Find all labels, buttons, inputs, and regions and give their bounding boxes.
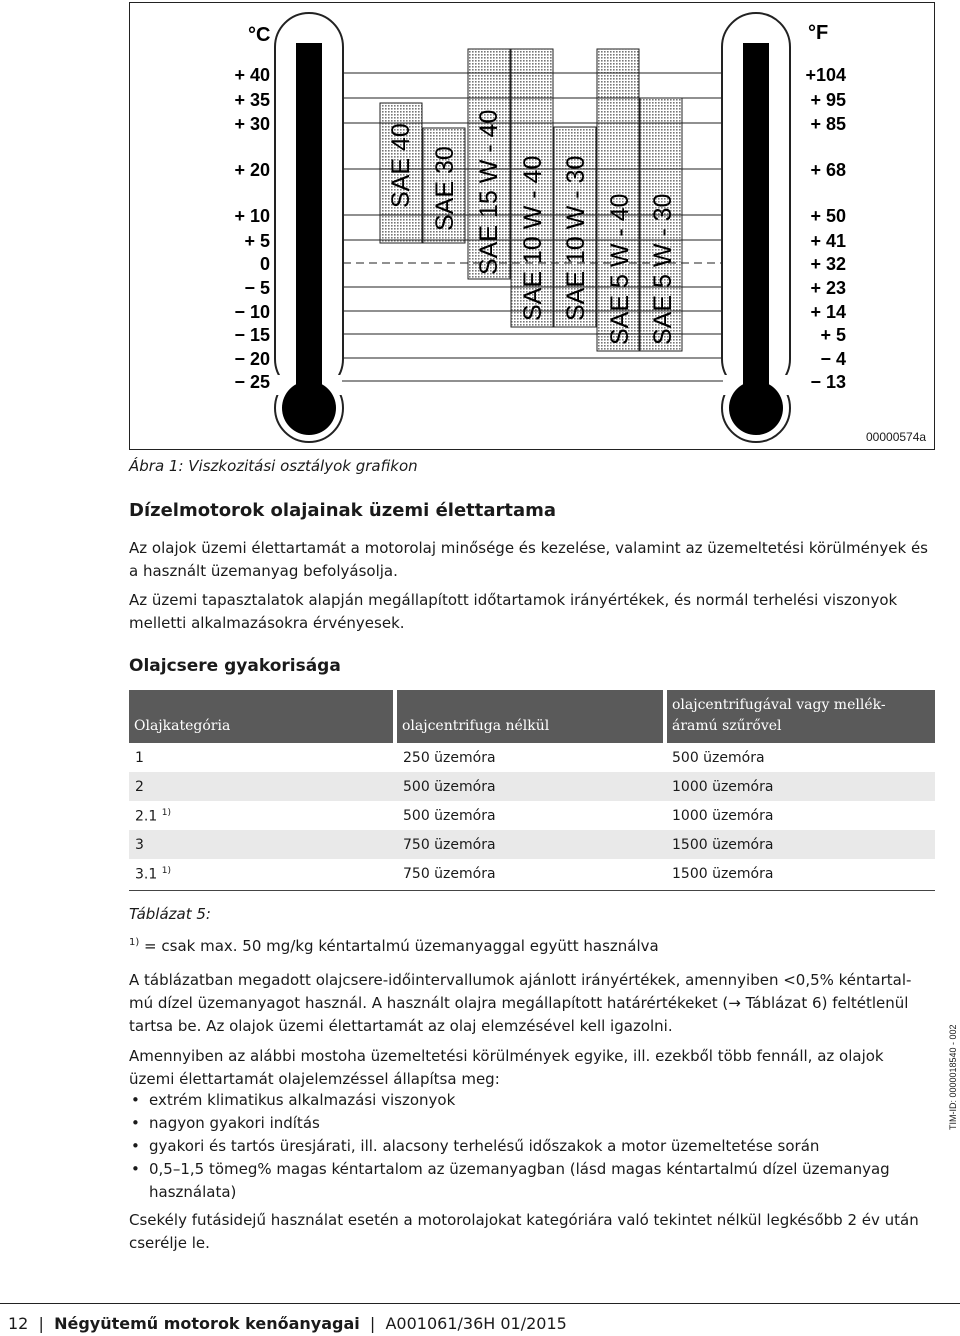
- fahrenheit-ticks: [805, 65, 846, 392]
- paragraph-2: Az üzemi tapasztalatok alapján megállapított időtartamok irányértékek, és normál terhelési viszonyok melletti alkalmazásokra érvényesek.: [129, 591, 898, 632]
- table-row: 2 500 üzemóra 1000 üzemóra: [129, 772, 935, 801]
- grade-label-sae-5w30: SAE 5 W - 30: [649, 193, 677, 345]
- page-number: 12: [8, 1314, 29, 1333]
- table-row: 3 750 üzemóra 1500 üzemóra: [129, 830, 935, 859]
- figure-id: 00000574a: [866, 430, 927, 444]
- footer-doc-id: A001061/36H 01/2015: [385, 1314, 567, 1333]
- list-item: • 0,5–1,5 tömeg% magas kéntartalom az üzemanyagban (lásd magas kéntartalmú dízel üzemanyag használata): [129, 1158, 919, 1204]
- celsius-tick: − 5: [244, 278, 270, 298]
- paragraph-3: A táblázatban megadott olajcsere-időintervallumok ajánlott irányértékek, amennyiben <0,5% kéntartal- mú dízel üzemanyagot használ. A használt olajra megállapított határértékeket (→ Táblázat 6) feltétlenül tartsa be. Az olajok üzemi élettartamát az olaj elemzésével kell igazolni.: [129, 971, 912, 1035]
- sidebar-tim-id: TIM-ID: 0000018540 - 002: [948, 1024, 958, 1130]
- table-caption: Táblázat 5:: [129, 905, 211, 923]
- celsius-tick: − 15: [234, 325, 270, 345]
- celsius-tick: 0: [259, 254, 270, 274]
- grade-label-sae-40: SAE 40: [387, 123, 415, 208]
- celsius-tick: + 10: [234, 206, 270, 226]
- list-item: • nagyon gyakori indítás: [129, 1112, 919, 1135]
- list-item: • gyakori és tartós üresjárati, ill. alacsony terhelésű időszakok a motor üzemeltetése során: [129, 1135, 919, 1158]
- grade-label-sae-10w30: SAE 10 W - 30: [562, 155, 590, 321]
- figure-caption: Ábra 1: Viszkozitási osztályok grafikon: [129, 457, 418, 475]
- celsius-tick: − 10: [234, 302, 270, 322]
- table-header-cell: olajcentrifuga nélkül: [397, 690, 663, 743]
- table-header-cell: Olajkategória: [129, 690, 393, 743]
- table-footnote: $^{1)}$ = csak max. 50 mg/kg kéntartalmú üzemanyaggal együtt használva: [129, 937, 659, 955]
- viscosity-chart: [129, 2, 935, 450]
- grade-label-sae-10w40: SAE 10 W - 40: [519, 155, 547, 321]
- fahrenheit-tick: + 95: [810, 90, 846, 110]
- fahrenheit-tick: + 50: [810, 206, 846, 226]
- celsius-tick: + 20: [234, 160, 270, 180]
- fahrenheit-tick: + 41: [810, 231, 846, 251]
- fahrenheit-tick: + 68: [810, 160, 846, 180]
- footer-rule: [0, 1303, 960, 1304]
- section-title: Dízelmotorok olajainak üzemi élettartama: [129, 500, 557, 521]
- celsius-tick: + 35: [234, 90, 270, 110]
- list-item: • extrém klimatikus alkalmazási viszonyok: [129, 1089, 919, 1112]
- table-header-cell: olajcentrifugával vagy mellék- áramú szűrővel: [667, 690, 935, 743]
- table-row: 2.1 $^{1)}$ 500 üzemóra 1000 üzemóra: [135, 808, 774, 825]
- celsius-tick: + 40: [234, 65, 270, 85]
- celsius-tick: − 25: [234, 372, 270, 392]
- thermometer-fahrenheit-icon: [722, 13, 790, 442]
- celsius-ticks: [234, 65, 270, 392]
- subsection-title: Olajcsere gyakorisága: [129, 656, 341, 676]
- paragraph-4: Amennyiben az alábbi mostoha üzemeltetési körülmények egyike, ill. ezekből több fennáll, az olajok üzemi élettartamát olajelemzéssel állapítsa meg:: [129, 1047, 884, 1088]
- viscosity-chart-svg: [130, 3, 935, 450]
- page-footer: 12 | Négyütemű motorok kenőanyagai | A001061/36H 01/2015: [8, 1314, 567, 1333]
- grade-label-sae-15w40: SAE 15 W - 40: [475, 109, 503, 275]
- paragraph-1: Az olajok üzemi élettartamát a motorolaj minősége és kezelése, valamint az üzemeltetési körülmények és a használt üzemanyag befolyásolja.: [129, 539, 928, 580]
- table-bottom-rule: [129, 890, 935, 891]
- celsius-tick: + 5: [244, 231, 270, 251]
- bullet-list: [129, 1089, 919, 1204]
- table-row: 3.1 $^{1)}$ 750 üzemóra 1500 üzemóra: [135, 866, 774, 883]
- fahrenheit-tick: + 23: [810, 278, 846, 298]
- celsius-tick: − 20: [234, 349, 270, 369]
- celsius-tick: + 30: [234, 114, 270, 134]
- fahrenheit-tick: + 5: [820, 325, 846, 345]
- fahrenheit-tick: + 32: [810, 254, 846, 274]
- fahrenheit-tick: +104: [805, 65, 846, 85]
- celsius-unit-label: °C: [248, 24, 271, 46]
- grade-label-sae-5w40: SAE 5 W - 40: [606, 193, 634, 345]
- footer-title: Négyütemű motorok kenőanyagai: [54, 1314, 360, 1333]
- fahrenheit-tick: − 4: [820, 349, 846, 369]
- fahrenheit-tick: − 13: [810, 372, 846, 392]
- thermometer-celsius-icon: [275, 13, 343, 442]
- paragraph-5: Csekély futásidejű használat esetén a motorolajokat kategóriára való tekintet nélkül legkésőbb 2 év után cserélje le.: [129, 1211, 919, 1252]
- grade-label-sae-30: SAE 30: [431, 146, 459, 231]
- fahrenheit-tick: + 14: [810, 302, 846, 322]
- table-row: 1 250 üzemóra 500 üzemóra: [135, 750, 765, 766]
- fahrenheit-tick: + 85: [810, 114, 846, 134]
- fahrenheit-unit-label: °F: [808, 22, 829, 44]
